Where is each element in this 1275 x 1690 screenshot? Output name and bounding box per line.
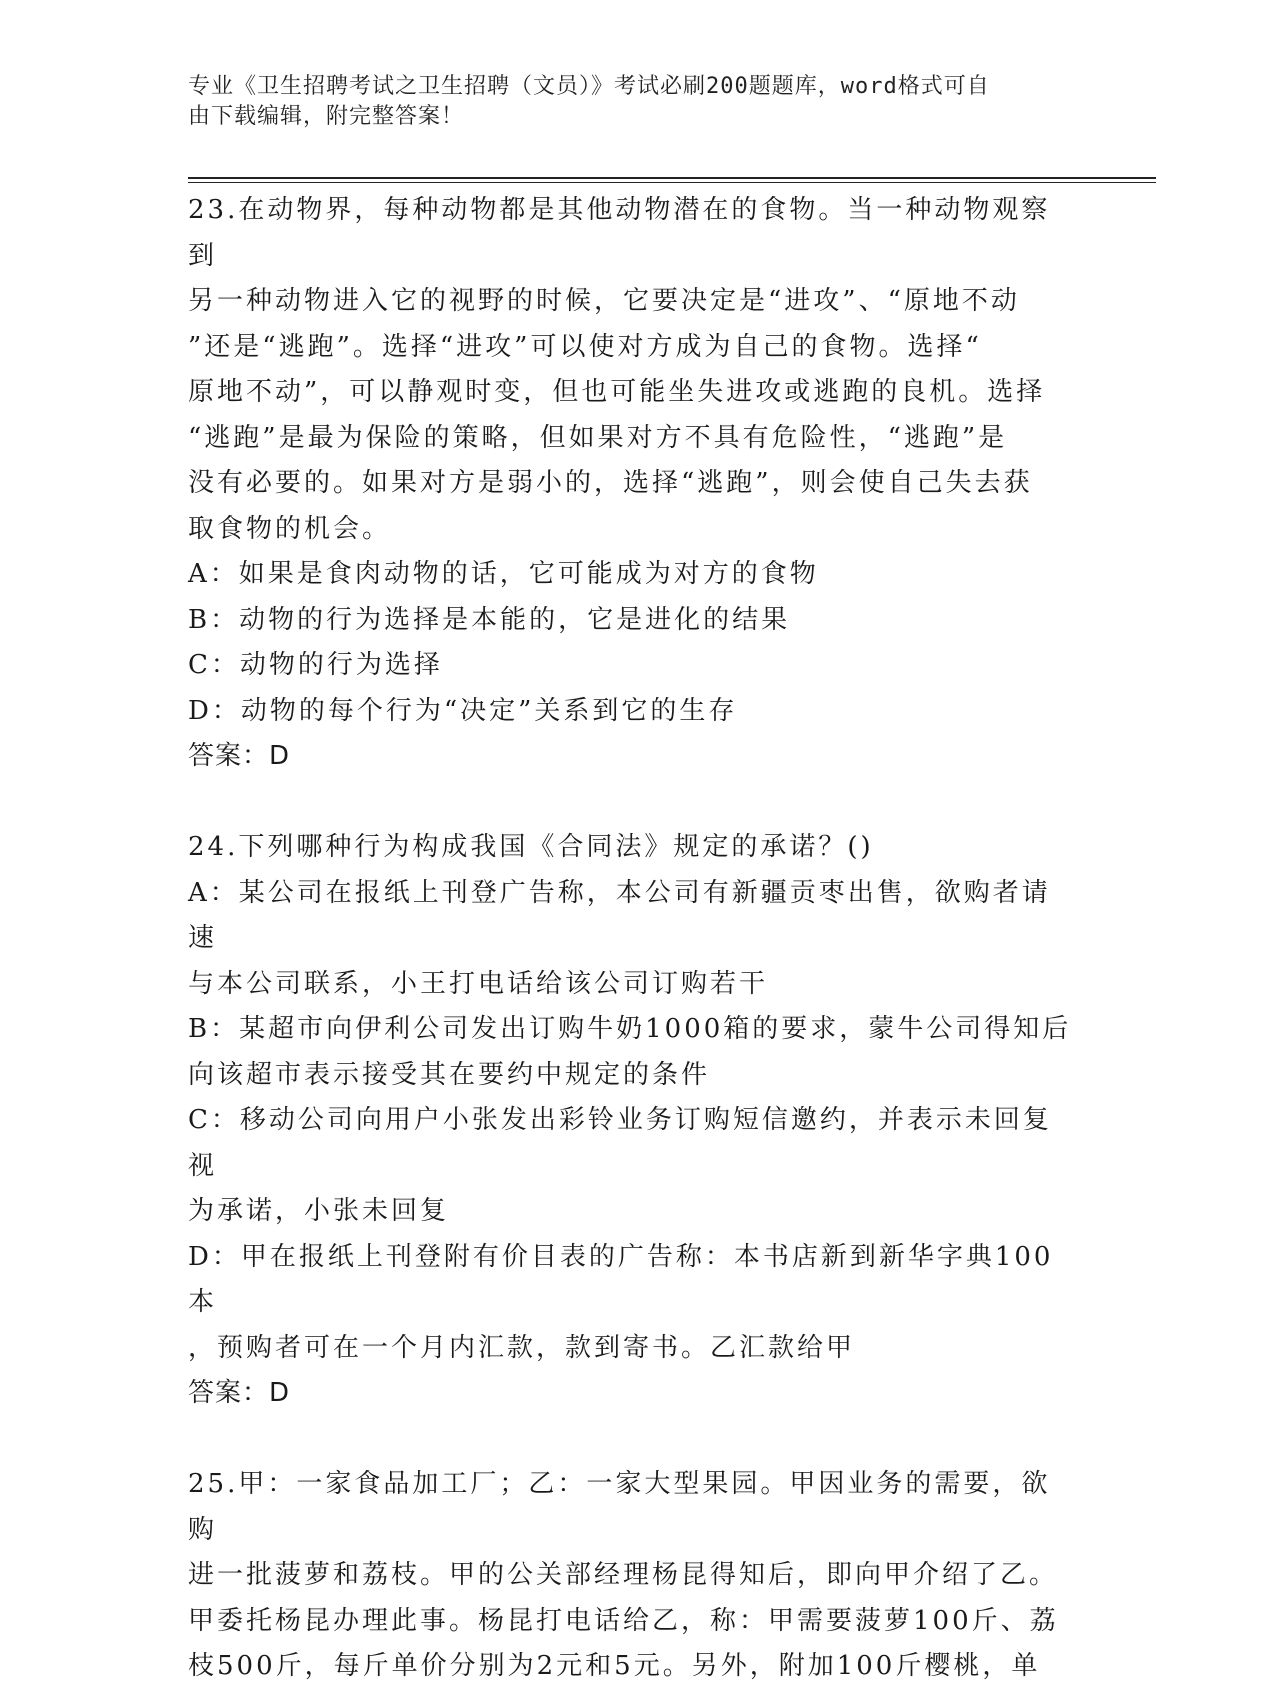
- option-d: D：甲在报纸上刊登附有价目表的广告称：本书店新到新华字典100本: [188, 1241, 1054, 1317]
- question-line: “逃跑”是最为保险的策略，但如果对方不具有危险性，“逃跑”是: [188, 422, 1008, 453]
- option-b: B：某超市向伊利公司发出订购牛奶1000箱的要求，蒙牛公司得知后: [188, 1014, 1072, 1044]
- question-line: 24.下列哪种行为构成我国《合同法》规定的承诺？(): [188, 832, 874, 862]
- header-line-1: 专业《卫生招聘考试之卫生招聘（文员）》考试必刷200题题库，word格式可自: [188, 74, 990, 99]
- header-divider-thin: [188, 182, 1156, 183]
- question-line: 另一种动物进入它的视野的时候，它要决定是“进攻”、“原地不动: [188, 286, 1020, 316]
- question-line: 枝500斤，每斤单价分别为2元和5元。另外，附加100斤樱桃，单: [188, 1651, 1041, 1681]
- question-line: 没有必要的。如果对方是弱小的，选择“逃跑”，则会使自己失去获: [188, 468, 1033, 498]
- option-b-cont: 向该超市表示接受其在要约中规定的条件: [188, 1059, 711, 1090]
- option-d-cont: ，预购者可在一个月内汇款，款到寄书。乙汇款给甲: [188, 1332, 856, 1363]
- option-a-cont: 与本公司联系，小王打电话给该公司订购若干: [188, 968, 769, 999]
- question-line: 甲委托杨昆办理此事。杨昆打电话给乙，称：甲需要菠萝100斤、荔: [188, 1605, 1059, 1636]
- spacer: [188, 1417, 1073, 1463]
- question-line: 原地不动”，可以静观时变，但也可能坐失进攻或逃跑的良机。选择: [188, 377, 1046, 407]
- document-body: [188, 188, 1073, 1690]
- question-line: 23.在动物界，每种动物都是其他动物潜在的食物。当一种动物观察到: [188, 195, 1051, 271]
- option-c-cont: 为承诺，小张未回复: [188, 1196, 450, 1226]
- header-divider-thick: [188, 177, 1156, 179]
- answer: 答案：D: [188, 741, 291, 771]
- header-line-2: 由下载编辑，附完整答案！: [188, 104, 465, 129]
- option-c: C：移动公司向用户小张发出彩铃业务订购短信邀约，并表示未回复视: [188, 1105, 1052, 1181]
- option-a: A：如果是食肉动物的话，它可能成为对方的食物: [188, 559, 819, 589]
- question-line: 进一批菠萝和荔枝。甲的公关部经理杨昆得知后，即向甲介绍了乙。: [188, 1560, 1059, 1590]
- option-d: D：动物的每个行为“决定”关系到它的生存: [188, 695, 738, 726]
- question-25: [188, 1462, 1073, 1690]
- option-b: B：动物的行为选择是本能的，它是进化的结果: [188, 604, 791, 635]
- question-line: 25.甲：一家食品加工厂；乙：一家大型果园。甲因业务的需要，欲购: [188, 1469, 1051, 1545]
- answer: 答案：D: [188, 1378, 291, 1408]
- question-line: 取食物的机会。: [188, 513, 392, 544]
- question-line: ”还是“逃跑”。选择“进攻”可以使对方成为自己的食物。选择“: [188, 331, 982, 362]
- option-c: C：动物的行为选择: [188, 650, 443, 680]
- option-a: A：某公司在报纸上刊登广告称，本公司有新疆贡枣出售，欲购者请速: [188, 877, 1051, 953]
- question-24: [188, 825, 1073, 1417]
- document-header: [188, 72, 1068, 132]
- spacer: [188, 780, 1073, 826]
- question-23: [188, 188, 1073, 780]
